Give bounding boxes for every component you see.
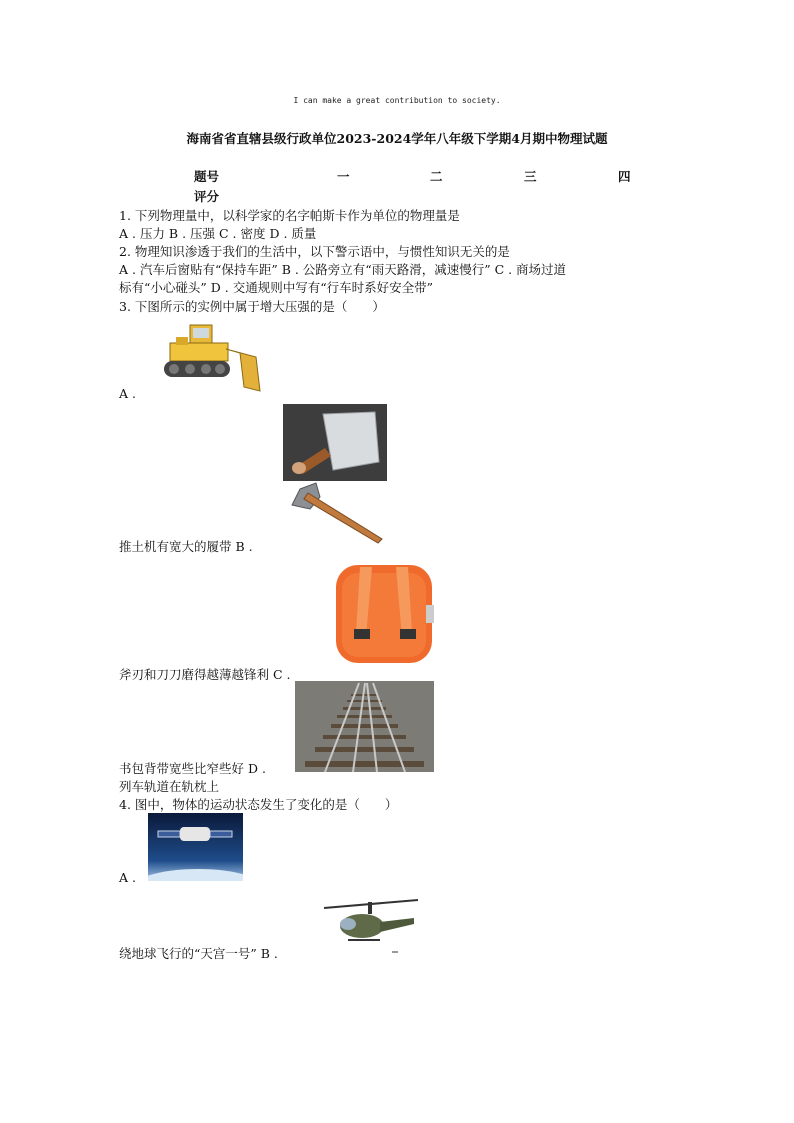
helicopter-image: [322, 892, 420, 958]
exam-title: 海南省省直辖县级行政单位2023-2024学年八年级下学期4月期中物理试题: [186, 131, 608, 146]
axe-image: [284, 481, 384, 545]
q4-option-b-text: 绕地球飞行的“天宫一号” B .: [119, 946, 278, 961]
bulldozer-image: [160, 319, 262, 393]
railway-track-image: [295, 681, 434, 772]
q3-option-c-text: 斧刃和刀刀磨得越薄越锋利 C .: [119, 667, 291, 682]
q3-stem: 3. 下图所示的实例中属于增大压强的是（ ）: [119, 299, 385, 314]
q3-option-a-label: A .: [119, 386, 136, 401]
q4-option-a-label: A .: [119, 870, 136, 885]
tiangong-spacecraft-image: [148, 813, 243, 881]
backpack-image: [330, 555, 438, 667]
cleaver-image: [283, 404, 387, 481]
q2-stem: 2. 物理知识渗透于我们的生活中，以下警示语中，与惯性知识无关的是: [119, 244, 510, 259]
q4-stem: 4. 图中，物体的运动状态发生了变化的是（ ）: [119, 797, 398, 812]
q2-options-line1: A . 汽车后窗贴有“保持车距” B . 公路旁立有“雨天路滑，减速慢行” C . 商场过道: [119, 262, 567, 277]
score-table-col-header: 题号: [194, 169, 220, 184]
score-table-col-2: 二: [430, 169, 443, 184]
q3-option-b-text: 推土机有宽大的履带 B .: [119, 539, 253, 554]
score-table-col-3: 三: [524, 169, 537, 184]
score-table-col-1: 一: [337, 169, 350, 184]
page-motto: I can make a great contribution to society.: [293, 96, 501, 105]
q3-option-d-continued: 列车轨道在轨枕上: [119, 779, 220, 794]
q1-options: A . 压力 B . 压强 C . 密度 D . 质量: [119, 226, 317, 241]
q1-stem: 1. 下列物理量中，以科学家的名字帕斯卡作为单位的物理量是: [119, 208, 460, 223]
q3-option-d-text: 书包背带宽些比窄些好 D .: [119, 761, 266, 776]
q2-options-line2: 标有“小心碰头” D . 交通规则中写有“行车时系好安全带”: [119, 280, 433, 295]
score-table-row-header: 评分: [194, 189, 220, 204]
score-table-col-4: 四: [618, 169, 631, 184]
